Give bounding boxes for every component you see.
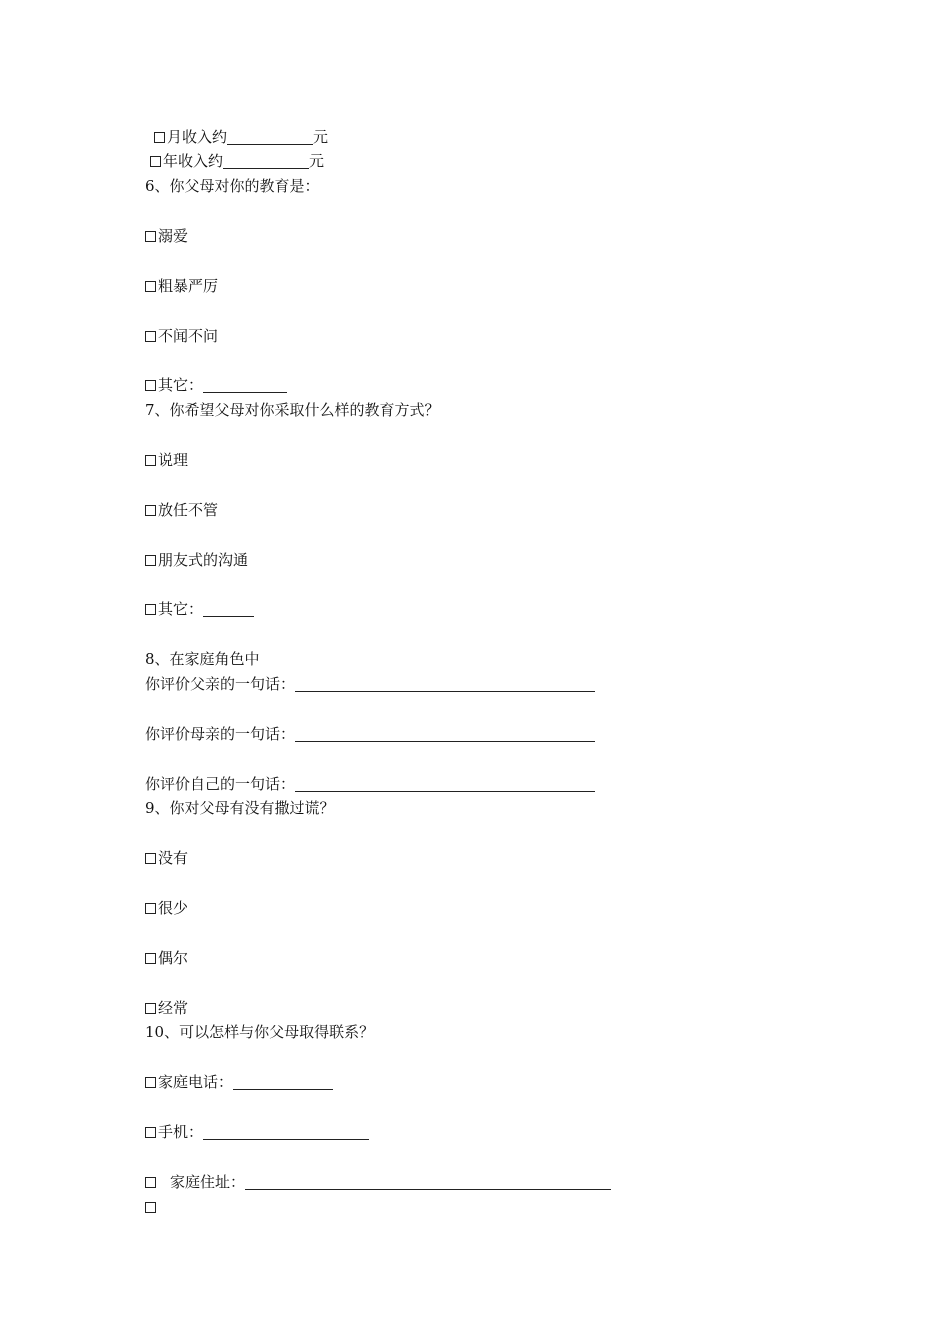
q10-phone-label: 家庭电话： [158,1073,234,1091]
q5-yearly-label: 年收入约 [163,152,224,170]
checkbox[interactable] [150,156,161,167]
checkbox[interactable] [145,853,156,864]
q6-option-1 [145,226,188,246]
q7-option-1 [145,450,188,470]
checkbox[interactable] [145,331,156,342]
q7-option-2 [145,500,218,520]
q10-mobile [145,1122,369,1142]
option-label: 放任不管 [158,501,219,519]
checkbox[interactable] [145,455,156,466]
q9-question: 9、你对父母有没有撒过谎？ [145,799,335,817]
checkbox[interactable] [145,1003,156,1014]
option-label: 朋友式的沟通 [158,551,249,569]
q9-option-2 [145,898,188,918]
q8-father-label: 你评价父亲的一句话： [145,675,296,693]
q8-question: 8、在家庭角色中 [145,650,260,668]
checkbox[interactable] [145,1077,156,1088]
q9-option-3 [145,948,188,968]
q5-yearly-unit: 元 [309,152,325,170]
option-label: 其它： [158,600,204,618]
q8-self [145,774,595,794]
q9-option-4 [145,998,188,1018]
q9-option-1 [145,848,188,868]
checkbox[interactable] [145,1127,156,1138]
checkbox[interactable] [145,281,156,292]
q10-mobile-blank[interactable] [203,1124,369,1140]
option-label: 不闻不问 [158,327,219,345]
q10-phone-blank[interactable] [233,1074,333,1090]
q8-mother [145,724,595,744]
checkbox[interactable] [145,380,156,391]
q10-address-label: 家庭住址： [170,1173,246,1191]
q5-monthly-label: 月收入约 [167,128,228,146]
q7-other-blank[interactable] [203,601,254,617]
option-label: 很少 [158,899,189,917]
q6-option-other [145,375,287,395]
checkbox[interactable] [145,555,156,566]
q6-option-3 [145,326,218,346]
option-label: 经常 [158,999,189,1017]
q5-monthly-blank[interactable] [227,129,313,145]
q5-yearly-blank[interactable] [223,153,309,169]
checkbox[interactable] [145,231,156,242]
q10-mobile-label: 手机： [158,1123,204,1141]
q8-self-blank[interactable] [295,776,595,792]
q5-yearly-income [150,151,324,171]
option-label: 粗暴严厉 [158,277,219,295]
checkbox[interactable] [145,903,156,914]
q8-father-blank[interactable] [295,676,595,692]
checkbox[interactable] [145,505,156,516]
option-label: 其它： [158,376,204,394]
checkbox[interactable] [154,132,165,143]
option-label: 偶尔 [158,949,189,967]
q5-monthly-income [154,127,328,147]
q8-mother-blank[interactable] [295,726,595,742]
checkbox[interactable] [145,604,156,615]
option-label: 说理 [158,451,189,469]
checkbox[interactable] [145,953,156,964]
q10-question: 10、可以怎样与你父母取得联系？ [145,1023,375,1041]
checkbox[interactable] [145,1202,156,1213]
q10-extra-option [145,1197,158,1217]
q8-father [145,674,595,694]
q8-mother-label: 你评价母亲的一句话： [145,725,296,743]
q5-monthly-unit: 元 [313,128,329,146]
q7-question: 7、你希望父母对你采取什么样的教育方式？ [145,401,440,419]
option-label: 溺爱 [158,227,189,245]
q7-option-other [145,599,254,619]
q6-other-blank[interactable] [203,377,287,393]
option-label: 没有 [158,849,189,867]
q10-address-blank[interactable] [245,1174,611,1190]
q6-question: 6、你父母对你的教育是： [145,177,320,195]
checkbox[interactable] [145,1177,156,1188]
q8-self-label: 你评价自己的一句话： [145,775,296,793]
q6-option-2 [145,276,218,296]
q10-address [145,1172,611,1192]
q7-option-3 [145,550,248,570]
q10-phone [145,1072,333,1092]
